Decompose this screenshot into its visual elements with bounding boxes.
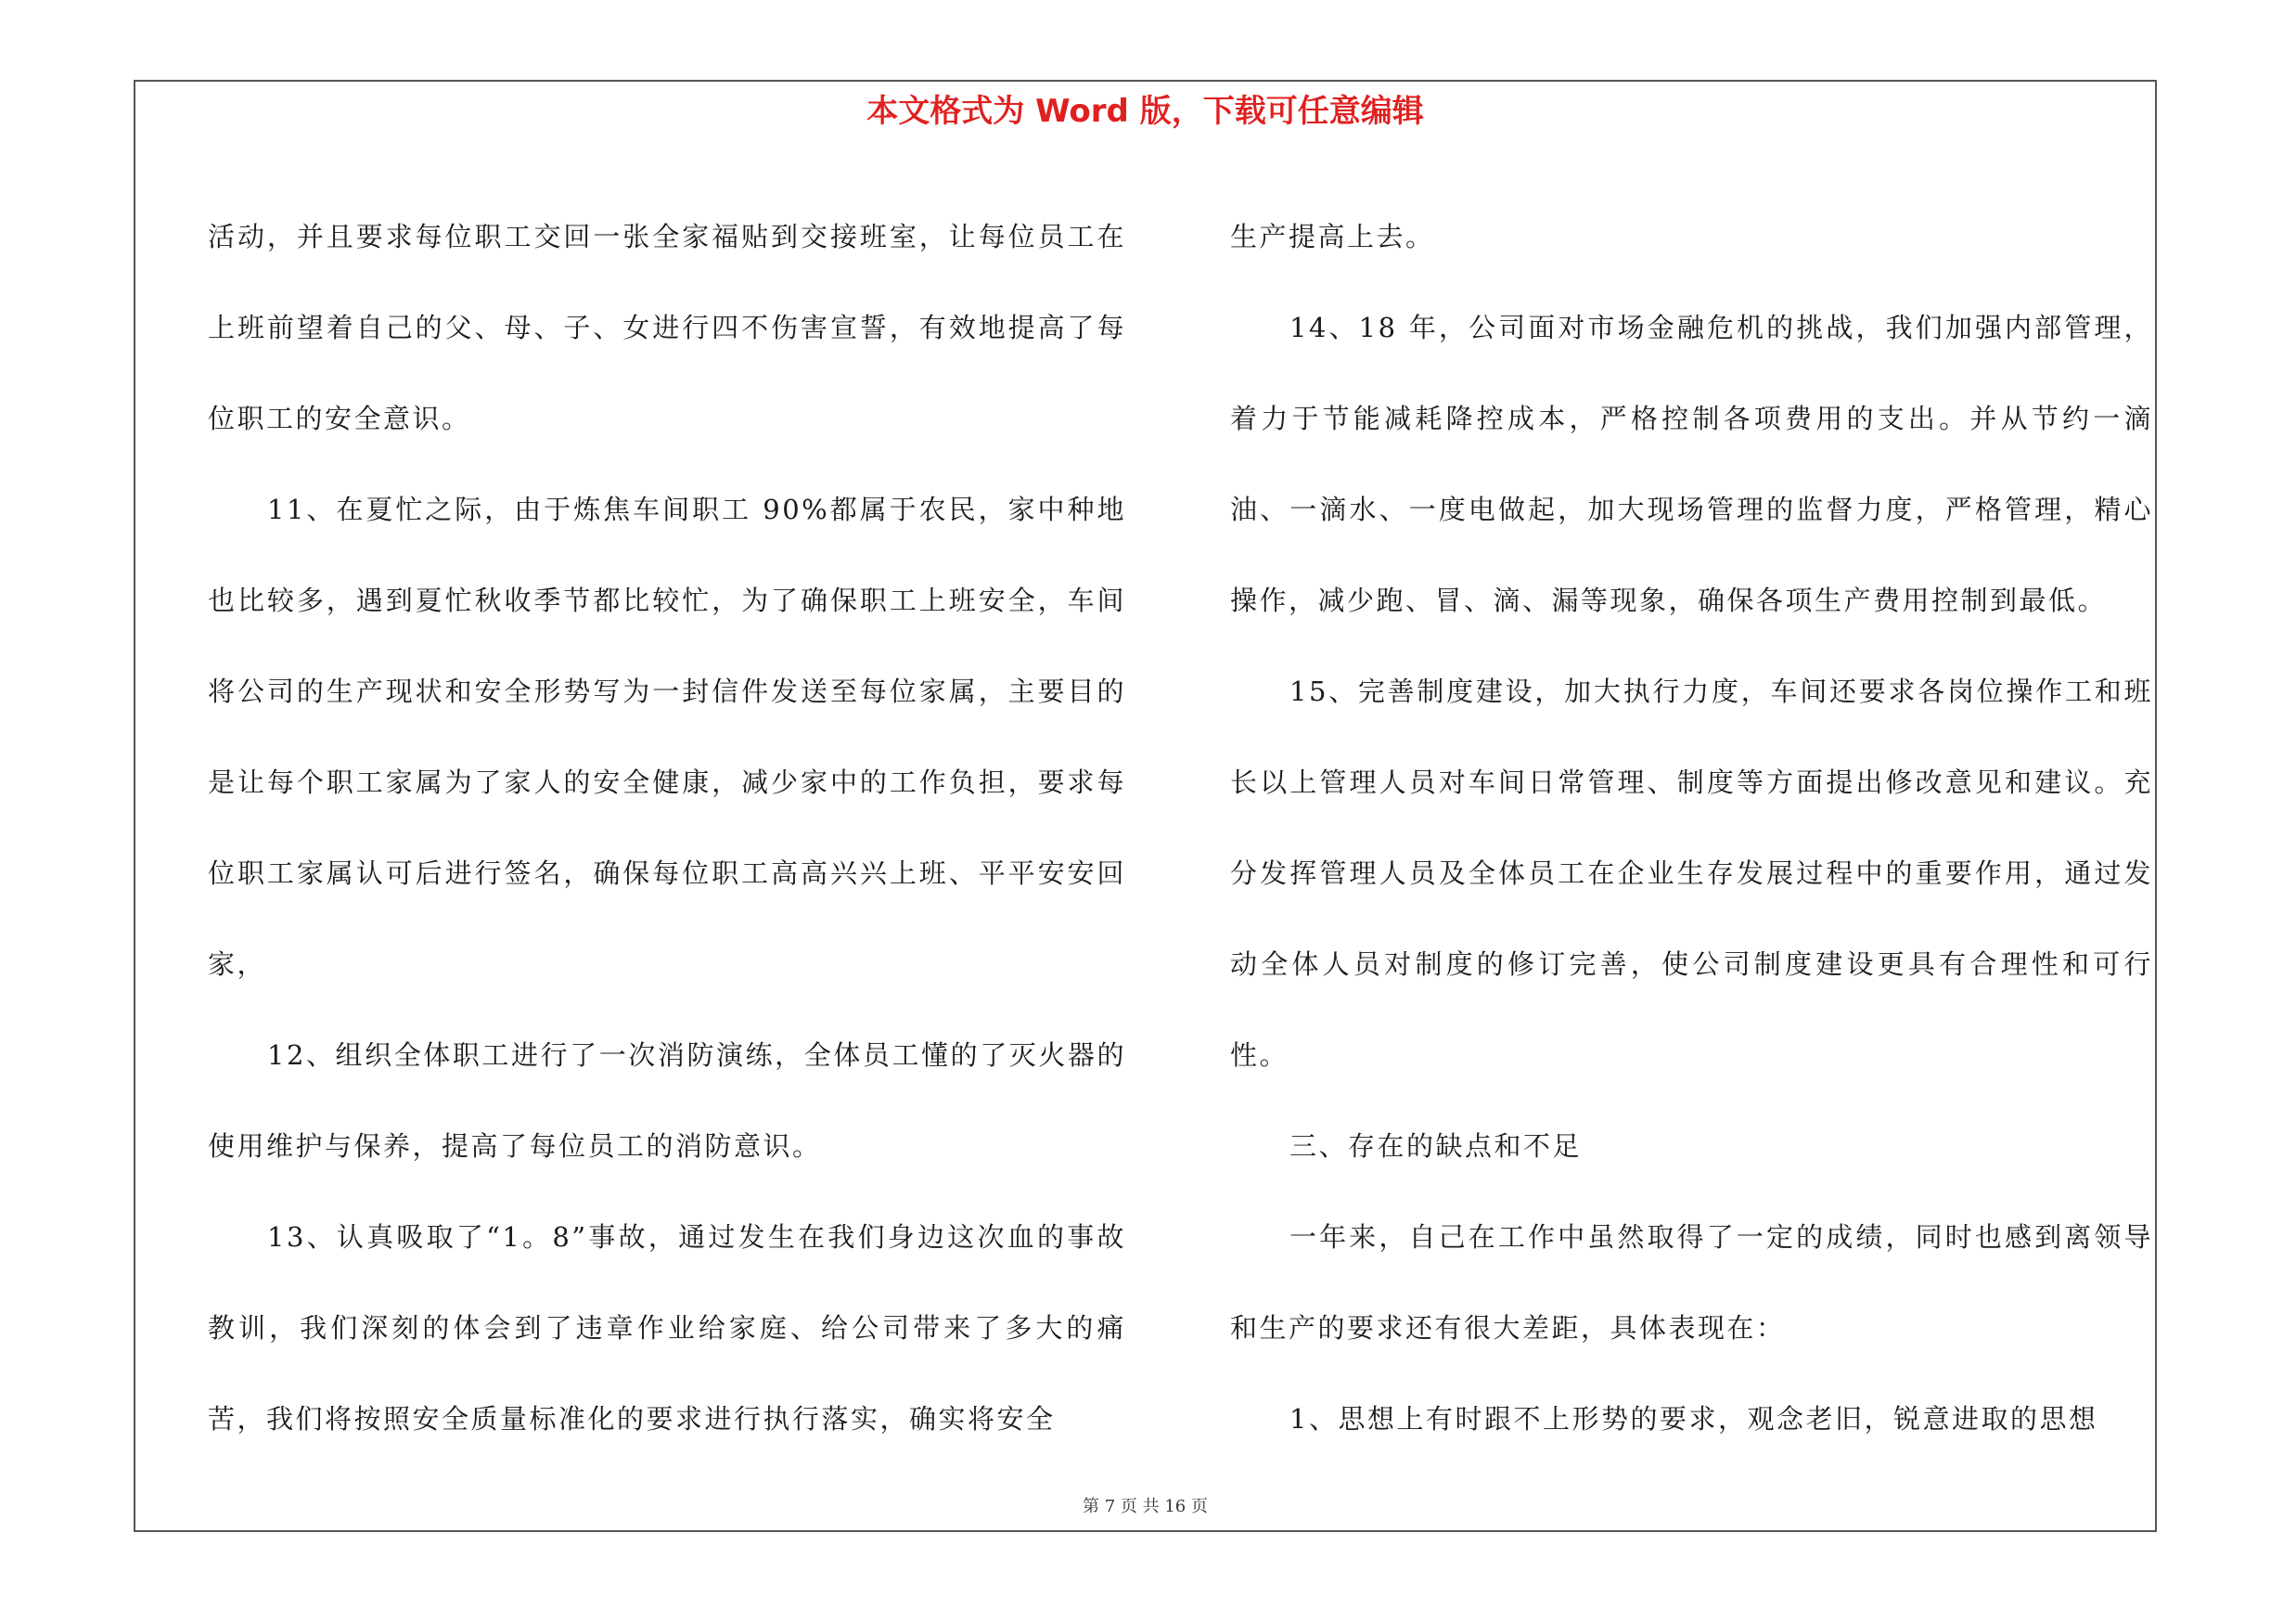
paragraph: 15、完善制度建设，加大执行力度，车间还要求各岗位操作工和班长以上管理人员对车间日常管理、制度等方面提出修改意见和建议。充分发挥管理人员及全体员工在企业生存发展过程中的重要作用，通过发动全体人员对制度的修订完善，使公司制度建设更具有合理性和可行性。 xyxy=(1230,676,2153,1071)
left-column xyxy=(208,191,1126,1464)
paragraph: 12、组织全体职工进行了一次消防演练，全体员工懂的了灭火器的使用维护与保养，提高了每位员工的消防意识。 xyxy=(208,1039,1126,1162)
section-heading: 三、存在的缺点和不足 xyxy=(1289,1130,1583,1162)
paragraph: 11、在夏忙之际，由于炼焦车间职工 90%都属于农民，家中种地也比较多，遇到夏忙秋收季节都比较忙，为了确保职工上班安全，车间将公司的生产现状和安全形势写为一封信件发送至每位家属，主要目的是让每个职工家属为了家人的安全健康，减少家中的工作负担，要求每位职工家属认可后进行签名，确保每位职工高高兴兴上班、平平安安回家， xyxy=(208,494,1126,980)
paragraph: 活动，并且要求每位职工交回一张全家福贴到交接班室，让每位员工在上班前望着自己的父、母、子、女进行四不伤害宣誓，有效地提高了每位职工的安全意识。 xyxy=(208,221,1126,434)
page-number: 第 7 页 共 16 页 xyxy=(1083,1497,1208,1516)
paragraph: 13、认真吸取了“1。8”事故，通过发生在我们身边这次血的事故教训，我们深刻的体会到了违章作业给家庭、给公司带来了多大的痛苦，我们将按照安全质量标准化的要求进行执行落实，确实将安全 xyxy=(208,1221,1126,1435)
page-frame xyxy=(134,80,2157,1532)
right-column xyxy=(1230,191,2153,1464)
header-banner: 本文格式为 Word 版，下载可任意编辑 xyxy=(866,93,1424,130)
paragraph: 1、思想上有时跟不上形势的要求，观念老旧，锐意进取的思想 xyxy=(1289,1403,2098,1435)
paragraph: 生产提高上去。 xyxy=(1230,221,1435,252)
paragraph: 14、18 年，公司面对市场金融危机的挑战，我们加强内部管理，着力于节能减耗降控成本，严格控制各项费用的支出。并从节约一滴油、一滴水、一度电做起，加大现场管理的监督力度，严格管理，精心操作，减少跑、冒、滴、漏等现象，确保各项生产费用控制到最低。 xyxy=(1230,312,2153,616)
paragraph: 一年来，自己在工作中虽然取得了一定的成绩，同时也感到离领导和生产的要求还有很大差距，具体表现在： xyxy=(1230,1221,2153,1344)
